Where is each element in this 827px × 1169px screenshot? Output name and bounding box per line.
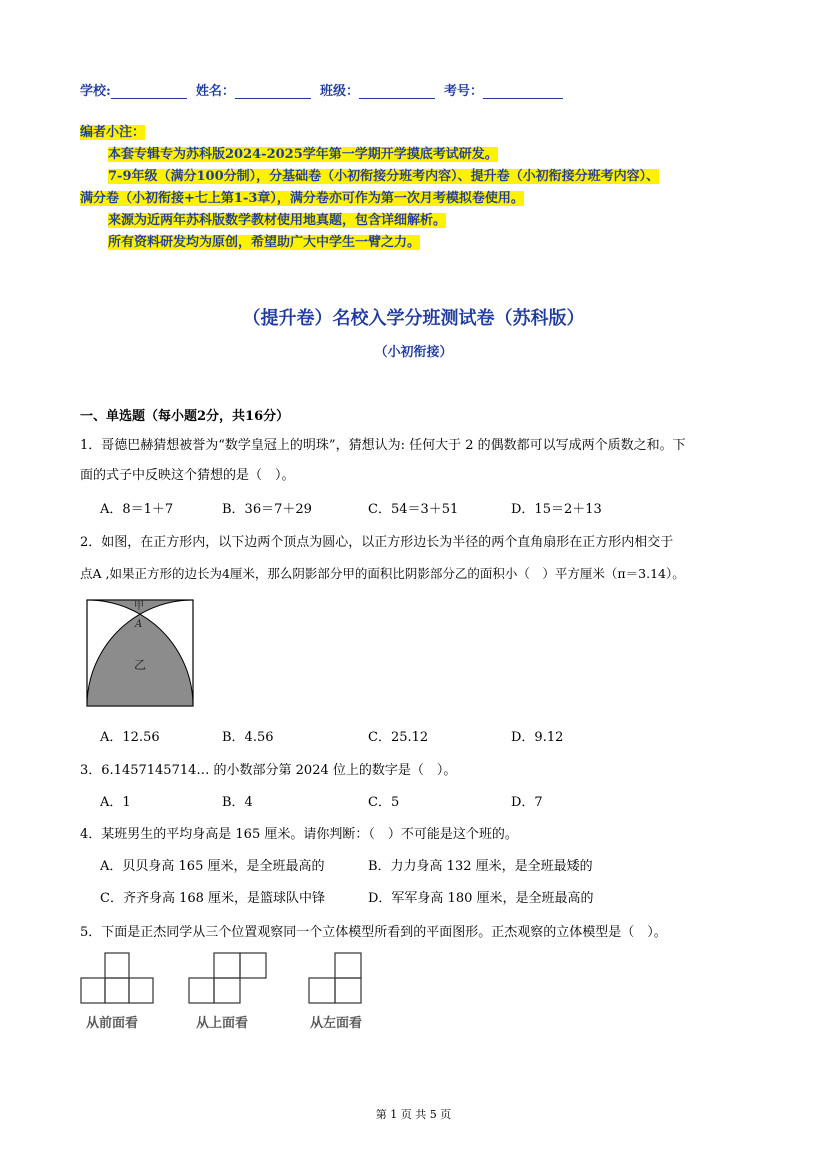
section-heading: 一、单选题（每小题2分，共16分） (80, 409, 290, 424)
q2-option-c[interactable]: C．25.12 (368, 730, 429, 745)
page-subtitle: （小初衔接） (374, 345, 453, 360)
note-line-3: 来源为近两年苏科版数学教材使用地真题，包含详细解析。 (108, 213, 447, 228)
label-jia: 甲 (134, 601, 144, 612)
exam-no-blank[interactable] (483, 84, 563, 99)
note-line-2b: 满分卷（小初衔接+七上第1-3章），满分卷亦可作为第一次月考模拟卷使用。 (80, 191, 524, 206)
note-line-4: 所有资料研发均为原创，希望助广大中学生一臂之力。 (108, 235, 421, 250)
q3-option-c[interactable]: C．5 (368, 795, 400, 810)
q4-option-c[interactable]: C．齐齐身高 168 厘米，是篮球队中锋 (100, 891, 326, 906)
q3-option-a[interactable]: A．1 (100, 795, 131, 810)
school-label: 学校: (80, 84, 111, 99)
note-line-2a: 7-9年级（满分100分制），分基础卷（小初衔接分班考内容）、提升卷（小初衔接分班考内容）、 (108, 169, 660, 184)
q2-option-b[interactable]: B．4.56 (222, 730, 274, 745)
q4-option-a[interactable]: A．贝贝身高 165 厘米，是全班最高的 (100, 859, 325, 874)
q5-line-1: 5．下面是正杰同学从三个位置观察同一个立体模型所看到的平面图形。正杰观察的立体模型是（ ）。 (80, 925, 667, 940)
q1-line-2: 面的式子中反映这个猜想的是（ ）。 (80, 468, 295, 483)
label-yi: 乙 (134, 658, 147, 672)
q1-option-d[interactable]: D．15＝2＋13 (511, 502, 602, 517)
q4-option-d[interactable]: D．军军身高 180 厘米，是全班最高的 (368, 891, 594, 906)
caption-left: 从左面看 (310, 1016, 363, 1031)
editor-note (80, 122, 659, 254)
top-view-figure (188, 952, 270, 1004)
q1-option-a[interactable]: A．8＝1＋7 (100, 502, 174, 517)
student-info-line (80, 80, 563, 99)
q3-line-1: 3．6.1457145714… 的小数部分第 2024 位上的数字是（ ）。 (80, 763, 457, 778)
q2-line-1: 2．如图，在正方形内，以下边两个顶点为圆心，以正方形边长为半径的两个直角扇形在正方形内相交于 (80, 535, 674, 550)
q3-option-d[interactable]: D．7 (511, 795, 543, 810)
q4-option-b[interactable]: B．力力身高 132 厘米，是全班最矮的 (368, 859, 593, 874)
q2-option-d[interactable]: D．9.12 (511, 730, 564, 745)
label-point-a: A (135, 619, 143, 630)
exam-no-label: 考号： (444, 84, 484, 99)
class-blank[interactable] (359, 84, 435, 99)
page-footer: 第 1 页 共 5 页 (375, 1108, 452, 1121)
caption-front: 从前面看 (86, 1016, 139, 1031)
note-line-1: 本套专辑专为苏科版2024-2025学年第一学期开学摸底考试研发。 (108, 147, 498, 162)
note-title: 编者小注： (80, 125, 146, 140)
q3-option-b[interactable]: B．4 (222, 795, 253, 810)
name-label: 姓名： (195, 84, 235, 99)
q2-option-a[interactable]: A．12.56 (100, 730, 160, 745)
q1-option-c[interactable]: C．54＝3＋51 (368, 502, 459, 517)
name-blank[interactable] (235, 84, 311, 99)
page-title: （提升卷）名校入学分班测试卷（苏科版） (242, 308, 585, 329)
front-view-figure (80, 952, 156, 1004)
school-blank[interactable] (111, 84, 187, 99)
q2-square-figure (86, 599, 196, 709)
q2-line-2: 点A ,如果正方形的边长为4厘米，那么阴影部分甲的面积比阴影部分乙的面积小（ ）平方厘米（π＝3.14）。 (80, 566, 685, 581)
class-label: 班级： (319, 84, 359, 99)
caption-top: 从上面看 (196, 1016, 249, 1031)
q1-option-b[interactable]: B．36＝7＋29 (222, 502, 312, 517)
left-view-figure (308, 952, 364, 1004)
q1-line-1: 1．哥德巴赫猜想被誉为“数学皇冠上的明珠”，猜想认为: 任何大于 2 的偶数都可以写成两个质数之和。下 (80, 438, 686, 453)
q4-line-1: 4．某班男生的平均身高是 165 厘米。请你判断：（ ）不可能是这个班的。 (80, 827, 518, 842)
